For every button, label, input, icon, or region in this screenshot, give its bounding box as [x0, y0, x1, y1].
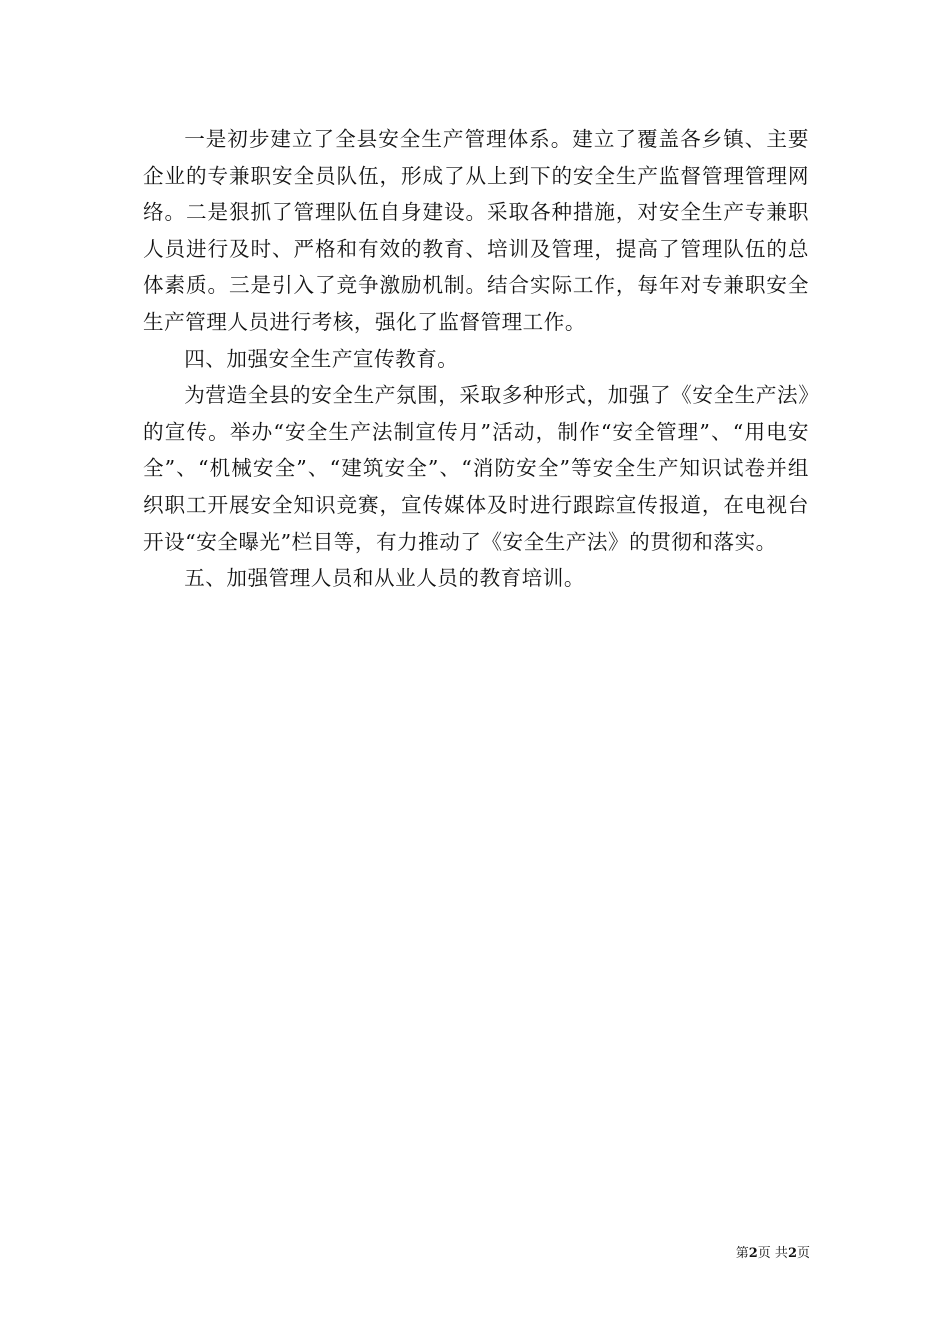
footer-prefix: 第 — [735, 1246, 749, 1261]
paragraph-publicity: 为营造全县的安全生产氛围，采取多种形式，加强了《安全生产法》的宣传。举办“安全生产法制宣传月”活动，制作“安全管理”、“用电安全”、“机械安全”、“建筑安全”、“消防安全”等安全生产知识试卷并组织职工开展安全知识竞赛，宣传媒体及时进行跟踪宣传报道，在电视台开设“安全曝光”栏目等，有力推动了《安全生产法》的贯彻和落实。 — [143, 383, 809, 554]
paragraph-management-system: 一是初步建立了全县安全生产管理体系。建立了覆盖各乡镇、主要企业的专兼职安全员队伍，形成了从上到下的安全生产监督管理管理网络。二是狠抓了管理队伍自身建设。采取各种措施，对安全生产专兼职人员进行及时、严格和有效的教育、培训及管理，提高了管理队伍的总体素质。三是引入了竞争激励机制。结合实际工作，每年对专兼职安全生产管理人员进行考核，强化了监督管理工作。 — [143, 127, 809, 334]
footer-middle: 页 共 — [757, 1246, 788, 1261]
footer-suffix: 页 — [796, 1246, 810, 1261]
section-heading-training: 五、加强管理人员和从业人员的教育培训。 — [184, 566, 585, 591]
current-page-number: 2 — [748, 1246, 758, 1261]
total-pages-number: 2 — [787, 1246, 797, 1261]
section-heading-publicity: 四、加强安全生产宣传教育。 — [184, 346, 459, 371]
page-footer — [700, 1246, 810, 1262]
document-body — [143, 121, 809, 597]
